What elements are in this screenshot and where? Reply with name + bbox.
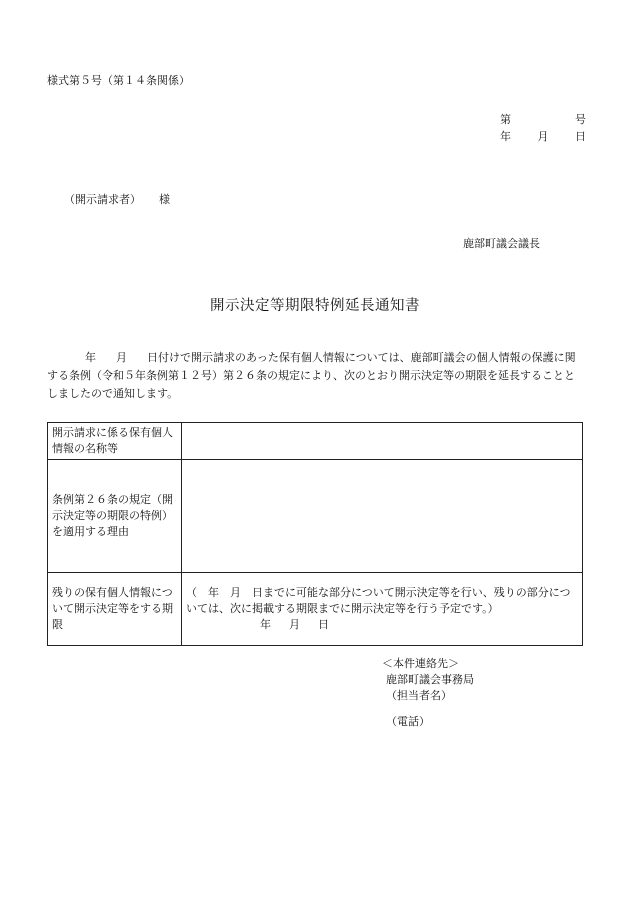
addressee-honorific: 様 bbox=[159, 193, 170, 206]
document-title: 開示決定等期限特例延長通知書 bbox=[210, 298, 420, 314]
row-label-info-name: 開示請求に係る保有個人情報の名称等 bbox=[48, 423, 182, 460]
row-value-deadline bbox=[182, 573, 583, 646]
date-day: 日 bbox=[575, 130, 586, 143]
sender: 鹿部町議会議長 bbox=[463, 237, 540, 250]
row-label-deadline: 残りの保有個人情報について開示決定等をする期限 bbox=[48, 573, 182, 646]
body-paragraph: 日付けで開示請求のあった保有個人情報については、鹿部町議会の個人情報の保護に関する条例（令和５年条例第１２号）第２６条の規定により、次のとおり開示決定等の期限を延長することとしましたので通知します。 bbox=[47, 351, 576, 400]
contact-info bbox=[382, 656, 474, 730]
row-label-reason: 条例第２６条の規定（開示決定等の期限の特例）を適用する理由 bbox=[48, 460, 182, 573]
number-suffix: 号 bbox=[575, 113, 586, 126]
table-row bbox=[48, 423, 583, 460]
deadline-text: （ 年 月 日までに可能な部分について開示決定等を行い、残りの部分については、次に掲載する期限までに開示決定等を行う予定です。） bbox=[186, 586, 571, 615]
date-year: 年 bbox=[500, 130, 511, 143]
contact-phone: （電話） bbox=[386, 715, 430, 728]
info-table bbox=[47, 422, 583, 646]
deadline-year: 年 bbox=[260, 618, 271, 631]
body-month: 月 bbox=[116, 351, 127, 364]
body-text bbox=[47, 349, 585, 403]
form-number: 様式第５号（第１４条関係） bbox=[47, 74, 190, 87]
body-year: 年 bbox=[85, 351, 96, 364]
date-month: 月 bbox=[537, 130, 549, 143]
contact-office: 鹿部町議会事務局 bbox=[386, 673, 474, 686]
document-date bbox=[500, 129, 586, 146]
deadline-date bbox=[186, 617, 578, 633]
deadline-day: 日 bbox=[318, 618, 329, 631]
document-number bbox=[500, 112, 586, 129]
addressee bbox=[64, 192, 170, 207]
document-number-date bbox=[500, 112, 586, 146]
row-value-info-name bbox=[182, 423, 583, 460]
row-value-reason bbox=[182, 460, 583, 573]
table-row bbox=[48, 573, 583, 646]
contact-heading: ＜本件連絡先＞ bbox=[382, 657, 459, 670]
table-row bbox=[48, 460, 583, 573]
number-prefix: 第 bbox=[500, 113, 511, 126]
contact-person: （担当者名） bbox=[386, 689, 452, 702]
addressee-label: （開示請求者） bbox=[64, 193, 141, 206]
deadline-month: 月 bbox=[289, 618, 300, 631]
